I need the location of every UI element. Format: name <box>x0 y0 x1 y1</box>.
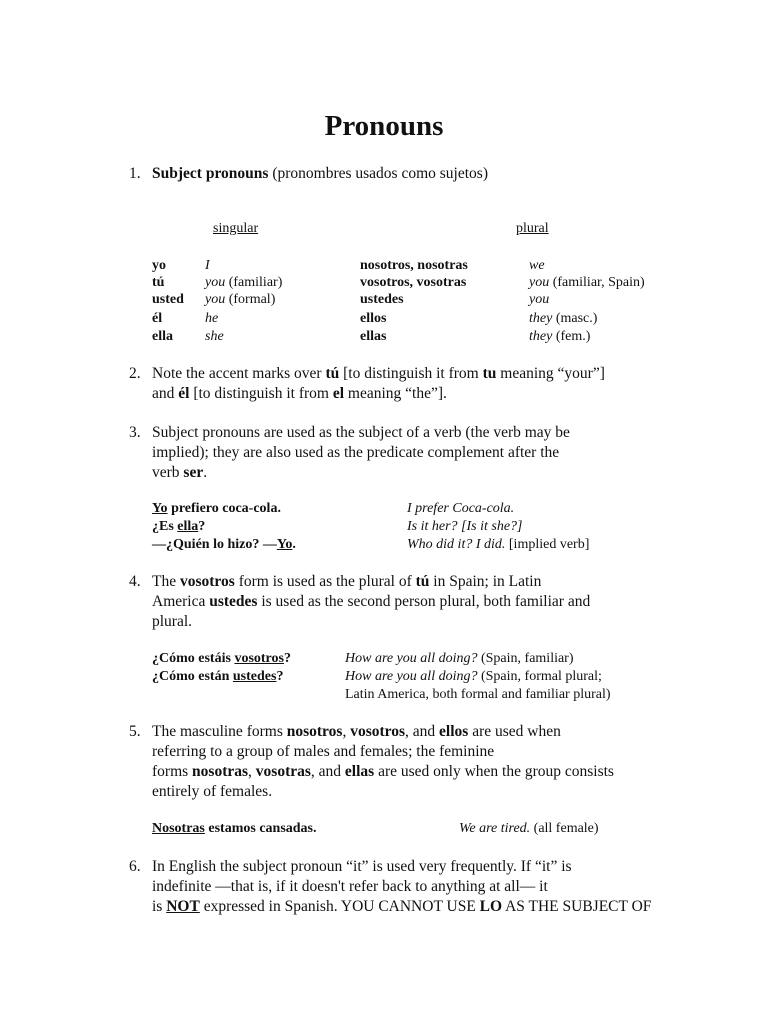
section-1-paren: (pronombres usados como sujetos) <box>268 165 488 182</box>
singular-english-pronoun: you (familiar) <box>205 275 283 290</box>
plural-spanish-pronoun: ustedes <box>360 292 404 307</box>
singular-spanish-pronoun: él <box>152 311 163 326</box>
section-6-line: In English the subject pronoun “it” is used very frequently. If “it” is <box>152 858 572 875</box>
singular-english-pronoun: she <box>205 329 224 344</box>
singular-spanish-pronoun: ella <box>152 329 173 344</box>
example-translation: Latin America, both formal and familiar plural) <box>345 687 611 702</box>
section-1-heading <box>152 164 488 184</box>
item-number-5: 5. <box>129 723 141 740</box>
example-spanish: —¿Quién lo hizo? —Yo. <box>152 537 296 552</box>
plural-english-pronoun: they (fem.) <box>529 329 591 344</box>
section-2-line: and él [to distinguish it from el meaning “the”]. <box>152 385 447 402</box>
plural-english-pronoun: you <box>529 292 550 307</box>
plural-spanish-pronoun: nosotros, nosotras <box>360 258 468 273</box>
section-5-line: entirely of females. <box>152 783 273 800</box>
item-number-6: 6. <box>129 858 141 875</box>
item-number-1: 1. <box>129 165 141 182</box>
section-4-line: The vosotros form is used as the plural of tú in Spain; in Latin <box>152 573 542 590</box>
item-number-3: 3. <box>129 424 141 441</box>
item-number-4: 4. <box>129 573 141 590</box>
section-5-line: forms nosotras, vosotras, and ellas are used only when the group consists <box>152 763 614 780</box>
section-3-line: verb ser. <box>152 464 208 481</box>
example-translation: How are you all doing? (Spain, familiar) <box>345 651 574 666</box>
subject-pronouns-term: Subject pronouns <box>152 165 269 182</box>
singular-spanish-pronoun: usted <box>152 292 184 307</box>
example-spanish: ¿Cómo estáis vosotros? <box>152 651 291 666</box>
example-spanish: ¿Es ella? <box>152 519 206 534</box>
singular-english-pronoun: you (formal) <box>205 292 276 307</box>
section-2-line: Note the accent marks over tú [to distinguish it from tu meaning “your”] <box>152 365 605 382</box>
section-4-line: plural. <box>152 613 193 630</box>
section-3-line: implied); they are also used as the predicate complement after the <box>152 444 560 461</box>
example-spanish: Nosotras estamos cansadas. <box>152 821 317 836</box>
page-title: Pronouns <box>324 110 444 142</box>
singular-column-header: singular <box>213 221 259 236</box>
example-spanish: ¿Cómo están ustedes? <box>152 669 284 684</box>
singular-spanish-pronoun: yo <box>152 258 166 273</box>
example-translation: We are tired. (all female) <box>459 821 599 836</box>
singular-english-pronoun: he <box>205 311 219 326</box>
section-3-line: Subject pronouns are used as the subject of a verb (the verb may be <box>152 424 570 441</box>
section-5-line: The masculine forms nosotros, vosotros, and ellos are used when <box>152 723 561 740</box>
plural-spanish-pronoun: ellos <box>360 311 387 326</box>
example-spanish: Yo prefiero coca-cola. <box>152 501 281 516</box>
singular-english-pronoun: I <box>205 258 210 273</box>
singular-spanish-pronoun: tú <box>152 275 165 290</box>
item-number-2: 2. <box>129 365 141 382</box>
plural-english-pronoun: they (masc.) <box>529 311 598 326</box>
plural-spanish-pronoun: vosotros, vosotras <box>360 275 467 290</box>
section-6-line: indefinite —that is, if it doesn't refer back to anything at all— it <box>152 878 548 895</box>
plural-column-header: plural <box>516 221 549 236</box>
plural-english-pronoun: we <box>529 258 545 273</box>
plural-spanish-pronoun: ellas <box>360 329 387 344</box>
section-5-line: referring to a group of males and females; the feminine <box>152 743 495 760</box>
section-4-line: America ustedes is used as the second person plural, both familiar and <box>152 593 591 610</box>
example-translation: Is it her? [Is it she?] <box>407 519 523 534</box>
section-6-line: is NOT expressed in Spanish. YOU CANNOT USE LO AS THE SUBJECT OF <box>152 898 652 915</box>
plural-english-pronoun: you (familiar, Spain) <box>529 275 645 290</box>
example-translation: I prefer Coca-cola. <box>407 501 515 516</box>
example-translation: How are you all doing? (Spain, formal plural; <box>345 669 602 684</box>
example-translation: Who did it? I did. [implied verb] <box>407 537 590 552</box>
